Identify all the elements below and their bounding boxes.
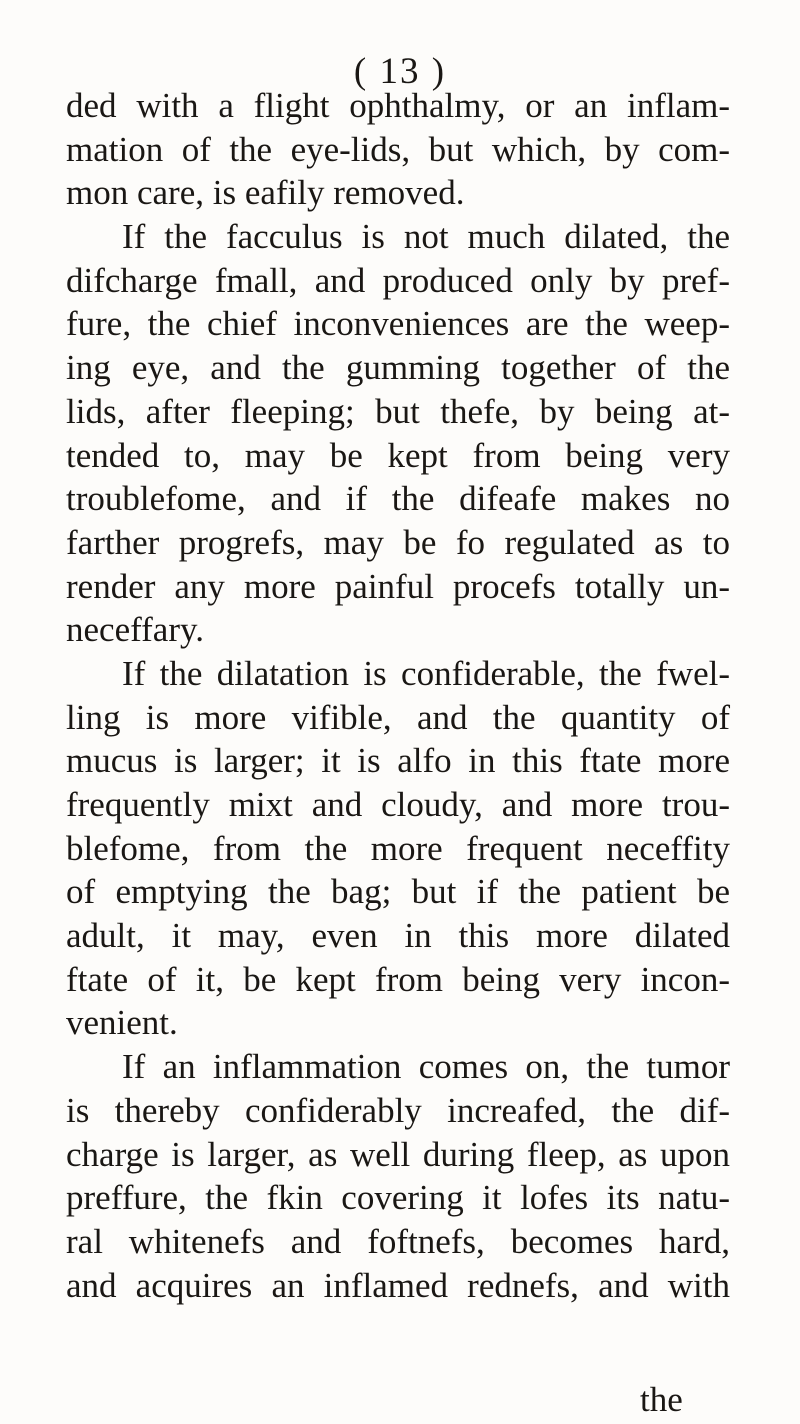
- text-line: fure, the chief inconveniences are the weep-: [66, 304, 730, 344]
- text-line: adult, it may, even in this more dilated: [66, 916, 730, 956]
- text-line: ling is more vifible, and the quantity of: [66, 697, 730, 737]
- text-line: neceffary.: [66, 610, 204, 650]
- text-line: troublefome, and if the difeafe makes no: [66, 479, 730, 519]
- text-line: frequently mixt and cloudy, and more trou-: [66, 785, 730, 824]
- text-line: is thereby confiderably increafed, the dif-: [66, 1090, 730, 1130]
- text-line: ded with a flight ophthalmy, or an inflam-: [66, 86, 730, 125]
- text-line: mon care, is eafily removed.: [66, 173, 465, 213]
- text-line: preffure, the fkin covering it lofes its natu-: [66, 1178, 730, 1218]
- text-line: lids, after fleeping; but thefe, by being at-: [66, 391, 730, 431]
- page-number: ( 13 ): [353, 51, 447, 92]
- text-line: ing eye, and the gumming together of the: [66, 348, 730, 388]
- text-line: ftate of it, be kept from being very incon-: [66, 959, 730, 999]
- text-line: farther progrefs, may be fo regulated as to: [66, 522, 730, 562]
- text-line: blefome, from the more frequent neceffity: [66, 828, 730, 868]
- body-text: [66, 84, 730, 1307]
- text-line: of emptying the bag; but if the patient be: [66, 872, 730, 912]
- text-line: charge is larger, as well during fleep, as upon: [66, 1134, 730, 1174]
- text-line: venient.: [66, 1003, 178, 1043]
- text-line: mucus is larger; it is alfo in this ftate more: [66, 741, 730, 781]
- text-line: and acquires an inflamed rednefs, and with: [66, 1265, 730, 1305]
- text-line: render any more painful procefs totally un-: [66, 566, 730, 606]
- text-line: ral whitenefs and foftnefs, becomes hard,: [66, 1221, 730, 1261]
- text-line: mation of the eye-lids, but which, by com-: [66, 129, 730, 169]
- text-line: difcharge fmall, and produced only by pref-: [66, 260, 730, 300]
- text-line: If the facculus is not much dilated, the: [122, 217, 730, 257]
- text-line: If an inflammation comes on, the tumor: [122, 1047, 730, 1087]
- catchword: the: [640, 1380, 683, 1419]
- text-line: If the dilatation is confiderable, the fwel-: [122, 653, 730, 693]
- text-line: tended to, may be kept from being very: [66, 435, 730, 475]
